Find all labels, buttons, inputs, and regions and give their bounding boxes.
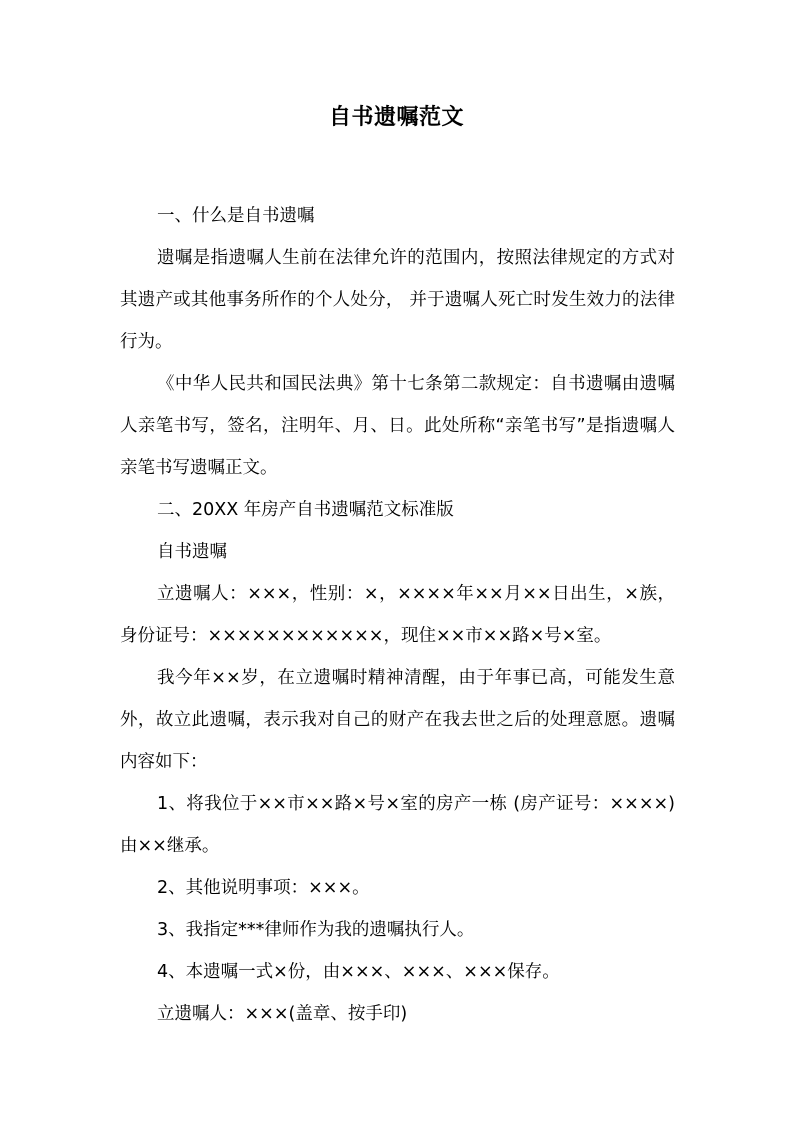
signature-line: 立遗嘱人：×××(盖章、按手印)	[157, 1004, 408, 1024]
clause-2: 2、其他说明事项：×××。	[157, 878, 370, 898]
document-body	[120, 195, 675, 1035]
paragraph-definition: 遗嘱是指遗嘱人生前在法律允许的范围内，按照法律规定的方式对其遗产或其他事务所作的个人处分， 并于遗嘱人死亡时发生效力的法律行为。	[120, 248, 675, 352]
section-heading-what-is: 一、什么是自书遗嘱	[157, 206, 315, 226]
paragraph-civil-code: 《中华人民共和国民法典》第十七条第二款规定：自书遗嘱由遗嘱人亲笔书写，签名，注明年、月、日。此处所称“亲笔书写”是指遗嘱人亲笔书写遗嘱正文。	[120, 374, 675, 478]
clause-3: 3、我指定***律师作为我的遗嘱执行人。	[157, 920, 475, 940]
document-title: 自书遗嘱范文	[328, 105, 464, 130]
paragraph-intent: 我今年××岁，在立遗嘱时精神清醒，由于年事已高，可能发生意外，故立此遗嘱，表示我对自己的财产在我去世之后的处理意愿。遗嘱内容如下：	[120, 668, 675, 772]
paragraph-testator-info: 立遗嘱人：×××，性别：×，××××年××月××日出生，×族，身份证号：××××××××××××，现住××市××路×号×室。	[120, 584, 675, 646]
clause-1: 1、将我位于××市××路×号×室的房产一栋 (房产证号：××××)由××继承。	[120, 794, 675, 856]
sample-title: 自书遗嘱	[157, 542, 227, 562]
clause-4: 4、本遗嘱一式×份，由×××、×××、×××保存。	[157, 962, 560, 982]
section-heading-sample: 二、20XX 年房产自书遗嘱范文标准版	[157, 500, 454, 520]
